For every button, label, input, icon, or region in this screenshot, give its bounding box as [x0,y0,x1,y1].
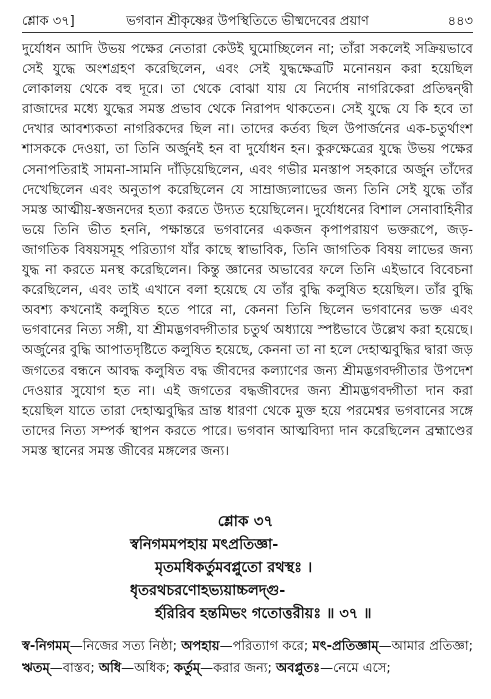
synonym-meaning: —পরিত্যাগ করে; [219,639,313,654]
page-header [22,10,473,33]
synonym-term: মৎ-প্রতিজ্ঞাম্ [312,639,379,654]
word-meanings [22,636,473,680]
synonym-meaning: —নিজের সত্য নিষ্ঠা; [69,639,182,654]
synonym-term: অবপ্লুতঃ [276,661,321,676]
synonym-meaning: —আমার প্রতিজ্ঞা; [378,639,473,654]
synonym-term: অধি [98,661,122,676]
page-number: ৪৪৩ [447,14,473,29]
purport-paragraph: দুর্যোধন আদি উভয় পক্ষের নেতারা কেউই ঘুমোচ্ছিলেন না; তাঁরা সকলেই সক্রিয়ভাবে সেই যুদ্ধে অংশগ্রহণ করেছিলেন, এবং সেই যুদ্ধক্ষেত্রটি মনোনয়ন করা হয়েছিল লোকালয় থেকে বহু দূরে। তা থেকে বোঝা যায় যে নির্দোষ নাগরিকেরা প্রতিদ্বন্দ্বী রাজাদের মধ্যে যুদ্ধের সমস্ত প্রভাব থেকে নিরাপদ থাকতেন। সেই যুদ্ধে যে কি হবে তা দেখার আবশ্যকতা নাগরিকদের ছিল না। তাদের কর্তব্য ছিল উপার্জনের এক-চতুর্থাংশ শাসককে দেওয়া, তা তিনি অর্জুনই হন বা দুর্যোধন হন। কুরুক্ষেত্রের যুদ্ধে উভয় পক্ষের সেনাপতিরাই সামনা-সামনি দাঁড়িয়েছিলেন, এবং গভীর মনস্তাপ সহকারে অর্জুন তাঁদের দেখেছিলেন এবং অনুতাপ করেছিলেন যে সাম্রাজ্যলাভের জন্য তিনি সেই যুদ্ধে তাঁর সমস্ত আত্মীয়-স্বজনদের হত্যা করতে উদ্যত হয়েছিলেন। দুর্যোধনের বিশাল সেনাবাহিনীর ভয়ে তিনি ভীত হননি, পক্ষান্তরে ভগবানের একজন কৃপাপরায়ণ ভক্তরূপে, জড়-জাগতিক বিষয়সমূহ পরিত্যাগ যাঁর কাছে স্বাভাবিক, তিনি জাগতিক বিষয় লাভের জন্য যুদ্ধ না করতে মনস্থ করেছিলেন। কিন্তু জ্ঞানের অভাবের ফলে তিনি এইভাবে বিবেচনা করেছিলেন, এবং তাই এখানে বলা হয়েছে যে তাঁর বুদ্ধি কলুষিত হয়েছিল। তাঁর বুদ্ধি অবশ্য কখনোই কলুষিত হতে পারে না, কেননা তিনি ছিলেন ভগবানের ভক্ত এবং ভগবানের নিত্য সঙ্গী, যা শ্রীমদ্ভগবদ্গীতার চতুর্থ অধ্যায়ে স্পষ্টভাবে উল্লেখ করা হয়েছে। অর্জুনের বুদ্ধি আপাতদৃষ্টিতে কলুষিত হয়েছে, কেননা তা না হলে দেহাত্মবুদ্ধির দ্বারা জড় জগতের বন্ধনে আবদ্ধ কলুষিত বদ্ধ জীবদের কল্যাণের জন্য শ্রীমদ্ভগবদ্গীতার উপদেশ দেওয়ার সুযোগ হত না। এই জগতের বদ্ধজীবদের জন্য শ্রীমদ্ভগবদ্গীতা দান করা হয়েছিল যাতে তারা দেহাত্মবুদ্ধির ভ্রান্ত ধারণা থেকে মুক্ত হয়ে পরমেশ্বর ভগবানের সঙ্গে তাদের নিত্য সম্পর্ক স্থাপন করতে পারে। ভগবান আত্মবিদ্যা দান করেছিলেন ব্রহ্মাণ্ডের সমস্ত স্থানের সমস্ত জীবের মঙ্গলের জন্য। [22,42,473,459]
purport-text [22,40,473,462]
synonym-term: কর্তুম্ [173,661,201,676]
synonym-term: স্ব-নিগমম্ [22,639,70,654]
verse-block [130,534,480,626]
synonym-meaning: —নেমে এসে; [320,661,391,676]
verse-reference: শ্লোক ৩৭] [22,14,75,29]
synonym-term: অপহায় [181,639,220,654]
running-title: ভগবান শ্রীকৃষ্ণের উপস্থিতিতে ভীষ্মদেবের প্রয়াণ [126,14,369,29]
verse-line-1: স্বনিগমমপহায় মৎপ্রতিজ্ঞা- [130,537,279,553]
synonym-term: ঋতম্ [22,661,50,676]
synonym-meaning: —করার জন্য; [200,661,277,676]
synonym-meaning: —বাস্তব; [49,661,99,676]
verse-line-2: মৃতমধিকর্তুমবপ্লুতো রথস্থঃ । [155,560,313,576]
verse-line-4: র্হরিরিব হন্তমিভং গতোত্তরীয়ঃ ॥ ৩৭ ॥ [155,606,372,622]
synonym-meaning: —অধিক; [121,661,174,676]
verse-title: শ্লোক ৩৭ [217,512,274,530]
verse-line-3: ধৃতরথচরণোহভ্যয়াচ্চলদ্গু- [130,583,286,599]
